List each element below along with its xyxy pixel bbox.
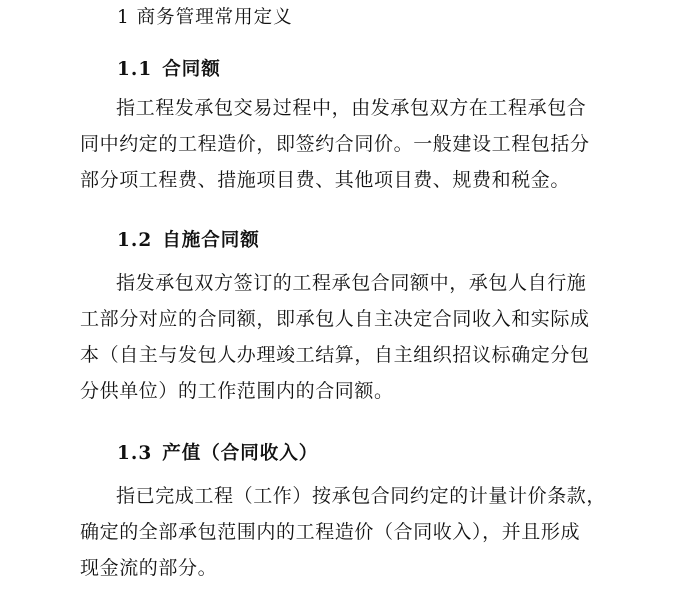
paragraph-line: 指工程发承包交易过程中，由发承包双方在工程承包合 xyxy=(116,97,587,119)
subsection-heading-1-2 xyxy=(117,227,260,255)
paragraph-line: 同中约定的工程造价，即签约合同价。一般建设工程包括分 xyxy=(80,133,590,155)
subsection-heading-1-3 xyxy=(117,440,318,468)
paragraph-line: 现金流的部分。 xyxy=(80,557,218,579)
paragraph-line: 工部分对应的合同额，即承包人自主决定合同收入和实际成 xyxy=(80,308,590,330)
subsection-title: 合同额 xyxy=(162,59,221,80)
paragraph-1-1 xyxy=(80,90,610,198)
subsection-number: 1.1 xyxy=(117,59,153,80)
subsection-title: 产值（合同收入） xyxy=(162,443,319,464)
paragraph-1-2 xyxy=(80,265,610,409)
subsection-title: 自施合同额 xyxy=(162,230,260,251)
paragraph-line: 指发承包双方签订的工程承包合同额中，承包人自行施 xyxy=(116,272,587,294)
subsection-number: 1.2 xyxy=(117,230,153,251)
section-heading: 1 商务管理常用定义 xyxy=(117,7,293,28)
paragraph-1-3 xyxy=(80,478,610,586)
paragraph-line: 本（自主与发包人办理竣工结算，自主组织招议标确定分包 xyxy=(80,344,590,366)
subsection-number: 1.3 xyxy=(117,443,153,464)
paragraph-line: 分供单位）的工作范围内的合同额。 xyxy=(80,380,394,402)
paragraph-line: 部分项工程费、措施项目费、其他项目费、规费和税金。 xyxy=(80,169,571,191)
subsection-heading-1-1 xyxy=(117,56,221,84)
paragraph-line: 指已完成工程（工作）按承包合同约定的计量计价条款， xyxy=(116,485,607,507)
paragraph-line: 确定的全部承包范围内的工程造价（合同收入），并且形成 xyxy=(80,521,581,543)
